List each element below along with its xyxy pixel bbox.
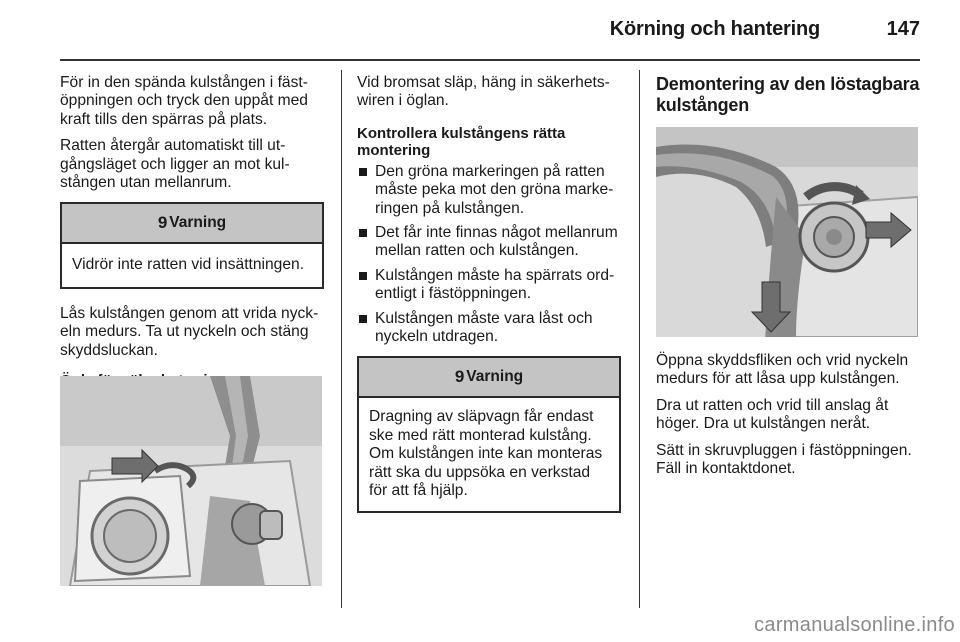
column-2 — [357, 74, 627, 513]
column-3-body — [656, 352, 936, 486]
paragraph-pull-wheel: Dra ut ratten och vrid till anslag åt höger. Dra ut kulstången neråt. — [656, 396, 889, 433]
paragraph-hang-safety-wire: Vid bromsat släp, häng in säkerhets- wiren i öglan. — [357, 74, 610, 110]
warning-header — [359, 358, 619, 398]
footer-watermark: carmanualsonline.info — [754, 614, 955, 636]
paragraph-wheel-returns: Ratten återgår automatiskt till ut- gångsläget och ligger an mot kul- stången utan mellanrum. — [60, 137, 290, 192]
paragraph-open-flap: Öppna skyddsfliken och vrid nyckeln medurs för att låsa upp kulstången. — [656, 352, 909, 388]
safety-wire-eye-drawing — [60, 376, 322, 586]
warning-text: Vidrör inte ratten vid insättningen. — [72, 256, 305, 274]
warning-text: Dragning av släpvagn får endast ske med rätt monterad kulstång. Om kulstången inte kan monteras rätt ska du uppsöka en verkstad för att få hjälp. — [369, 408, 603, 500]
warning-box-trailer — [357, 356, 621, 512]
column-1 — [60, 74, 330, 393]
mounting-checklist — [357, 163, 627, 347]
warning-box-insertion — [60, 202, 324, 288]
warning-title: Varning — [466, 368, 524, 386]
illustration-ballbar-removal — [656, 127, 918, 337]
list-item: Kulstången måste vara låst och nyckeln utdragen. — [357, 310, 627, 347]
illustration-safety-wire-eye — [60, 376, 322, 586]
column-divider-1 — [341, 70, 342, 608]
subheading-check-mounting: Kontrollera kulstångens rätta montering — [357, 124, 566, 159]
warning-triangle-icon: 9 — [157, 213, 168, 233]
page-header-title: Körning och hantering — [609, 18, 820, 40]
list-item: Kulstången måste ha spärrats ord- entligt i fästöppningen. — [357, 267, 627, 304]
warning-title: Varning — [169, 214, 227, 232]
list-item: Det får inte finnas något mellanrum mellan ratten och kulstången. — [357, 224, 627, 261]
section-title-removal: Demontering av den löstagbara kulstången — [656, 74, 920, 115]
header-divider — [60, 59, 920, 61]
paragraph-insert-plug: Sätt in skruvpluggen i fästöppningen. Fäll in kontaktdonet. — [656, 441, 912, 478]
column-3 — [656, 74, 924, 126]
paragraph-insert-ballbar: För in den spända kulstången i fäst- öppningen och tryck den uppåt med kraft tills den spärras på plats. — [60, 74, 308, 128]
bullet-square-icon — [359, 168, 367, 176]
list-item: Den gröna markeringen på ratten måste peka mot den gröna marke- ringen på kulstången. — [357, 163, 627, 218]
paragraph-lock-ballbar: Lås kulstången genom att vrida nyck- eln medurs. Ta ut nyckeln och stäng skyddsluckan. — [60, 304, 319, 359]
warning-header — [62, 204, 322, 244]
ballbar-removal-drawing — [656, 127, 918, 337]
warning-triangle-icon: 9 — [454, 367, 465, 387]
bullet-square-icon — [359, 315, 367, 323]
bullet-square-icon — [359, 272, 367, 280]
bullet-square-icon — [359, 229, 367, 237]
column-divider-2 — [639, 70, 640, 608]
page-number: 147 — [886, 18, 920, 40]
